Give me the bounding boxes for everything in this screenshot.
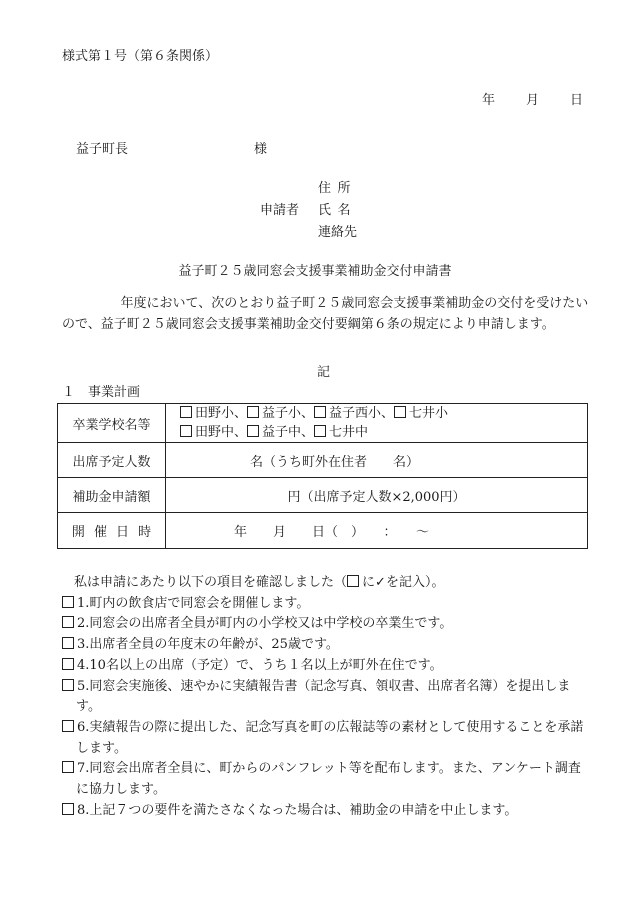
item-text: 4.10名以上の出席（予定）で、うち１名以上が町外在住です。 [77, 657, 443, 673]
applicant-address-label: 住所 [318, 181, 358, 196]
checkbox-icon[interactable] [62, 803, 74, 815]
date-day: 日 [570, 93, 584, 108]
table-row [58, 513, 588, 549]
school-option: 七井中 [329, 425, 369, 440]
checkbox-icon[interactable] [247, 406, 259, 418]
list-item [62, 614, 592, 635]
school-option: 七井小 [409, 406, 449, 421]
date-year: 年 [482, 93, 496, 108]
applicant-name-label: 氏名 [318, 203, 358, 218]
checkbox-icon[interactable] [62, 637, 74, 649]
addressee-name: 益子町長 [76, 142, 129, 157]
amount-field[interactable]: 円（出席予定人数×2,000円） [166, 478, 588, 513]
applicant-contact-label: 連絡先 [318, 225, 358, 240]
applicant-label: 申請者 [260, 203, 300, 218]
list-item [62, 718, 592, 759]
list-item [62, 656, 592, 677]
intro-text-after: を記入）。 [385, 575, 445, 590]
school-options [166, 404, 588, 443]
table-row [58, 478, 588, 513]
school-line-1 [180, 404, 587, 423]
item-text: 1.町内の飲食店で同窓会を開催します。 [77, 595, 310, 611]
list-item [62, 635, 592, 656]
intro-text-before: 私は申請にあたり以下の項目を確認しました（ [74, 575, 348, 590]
body-paragraph: 年度において、次のとおり益子町２５歳同窓会支援事業補助金の交付を受けたいので、益子町２５歳同窓会支援事業補助金交付要綱第６条の規定により申請します。 [62, 296, 589, 332]
document-title: 益子町２５歳同窓会支援事業補助金交付申請書 [178, 264, 452, 279]
checkbox-icon[interactable] [62, 658, 74, 670]
item-text: 2.同窓会の出席者全員が町内の小学校又は中学校の卒業生です。 [77, 616, 453, 632]
school-label: 卒業学校名等 [58, 404, 166, 443]
plan-table [57, 403, 588, 549]
checkbox-icon[interactable] [180, 406, 192, 418]
checkbox-icon [347, 575, 359, 587]
item-text: 7.同窓会出席者全員に、町からのパンフレット等を配布します。また、アンケート調査に協力します。 [76, 761, 581, 798]
checkbox-icon[interactable] [62, 596, 74, 608]
list-item [62, 677, 592, 718]
school-option: 益子中、 [262, 425, 315, 440]
table-row [58, 404, 588, 443]
school-option: 田野小、 [195, 406, 248, 421]
checkbox-icon[interactable] [62, 679, 74, 691]
checkbox-icon[interactable] [247, 425, 259, 437]
datetime-field[interactable]: 年 月 日（ ） ： ～ [166, 513, 588, 549]
ki-heading: 記 [317, 365, 331, 380]
datetime-label: 開催日時 [58, 513, 166, 549]
confirmation-section [62, 573, 592, 821]
confirmation-intro [62, 573, 592, 594]
amount-label: 補助金申請額 [58, 478, 166, 513]
item-text: 3.出席者全員の年度末の年齢が、25歳です。 [77, 637, 339, 653]
section-heading: １ 事業計画 [62, 385, 141, 400]
checkbox-icon[interactable] [62, 761, 74, 773]
item-text: 5.同窓会実施後、速やかに実績報告書（記念写真、領収書、出席者名簿）を提出します。 [76, 678, 571, 715]
school-line-2 [180, 423, 587, 442]
checkbox-icon[interactable] [314, 425, 326, 437]
checkbox-icon[interactable] [180, 425, 192, 437]
checkbox-icon[interactable] [394, 406, 406, 418]
table-row [58, 443, 588, 478]
list-item [62, 594, 592, 615]
school-option: 益子小、 [262, 406, 315, 421]
addressee-honorific: 様 [254, 142, 268, 157]
checkbox-icon[interactable] [62, 720, 74, 732]
school-option: 田野中、 [195, 425, 248, 440]
list-item [62, 801, 592, 822]
list-item [62, 759, 592, 800]
item-text: 8.上記７つの要件を満たさなくなった場合は、補助金の申請を中止します。 [77, 802, 518, 818]
date-month: 月 [526, 93, 540, 108]
checkbox-icon[interactable] [314, 406, 326, 418]
item-text: 6.実績報告の際に提出した、記念写真を町の広報誌等の素材として使用することを承諾します。 [76, 719, 584, 756]
attendees-label: 出席予定人数 [58, 443, 166, 478]
checkmark-icon: ✓ [375, 575, 386, 590]
attendees-field[interactable]: 名（うち町外在住者 名） [166, 443, 588, 478]
checkbox-icon[interactable] [62, 616, 74, 628]
form-number: 様式第１号（第６条関係） [62, 49, 219, 64]
intro-text-mid: に [362, 575, 376, 590]
school-option: 益子西小、 [329, 406, 395, 421]
